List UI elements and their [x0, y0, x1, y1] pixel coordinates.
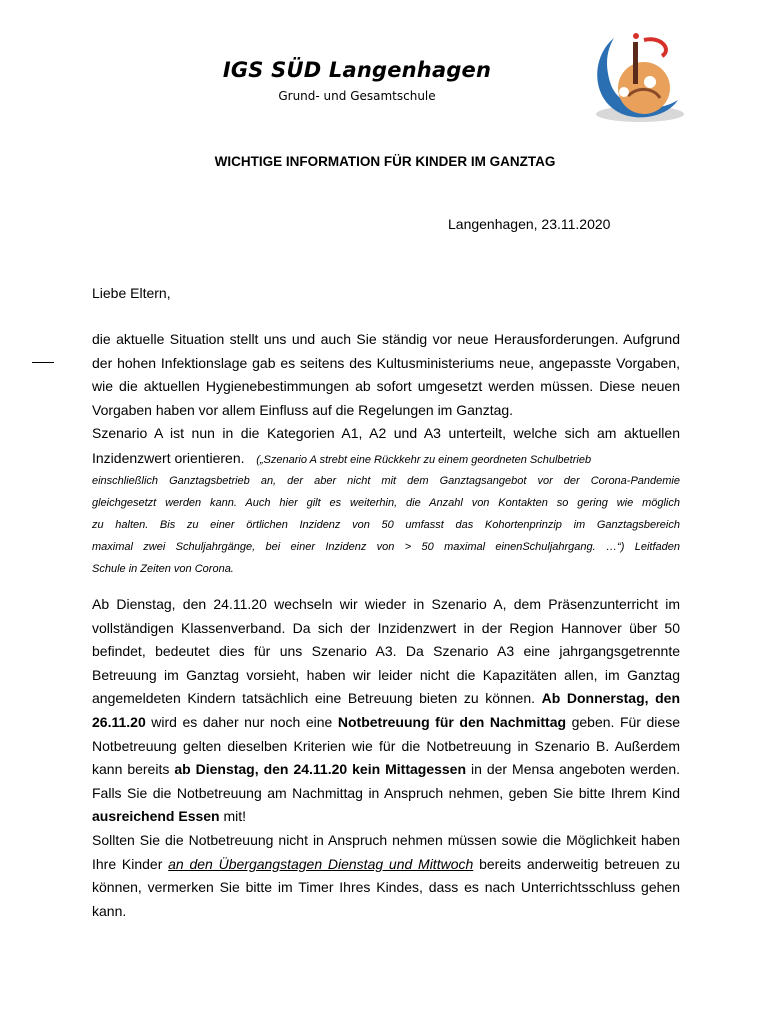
text-segment: Ihre Kinder: [92, 855, 163, 872]
quote-line: zu halten. Bis zu einer örtlichen Inzidenz von 50 umfasst das Kohortenprinzip im Ganztagsbereich: [92, 518, 680, 531]
letter-date: Langenhagen, 23.11.2020: [448, 216, 611, 232]
text-line: [92, 446, 680, 470]
text-line: befindet, bedeutet dies für uns Szenario A3. Da Szenario A3 eine jahrgangsgetrennte: [92, 643, 680, 660]
bold-segment: 26.11.20: [92, 713, 146, 730]
text-line: Betreuung im Ganztag vorsieht, haben wir leider nicht die Kapazitäten allen, im Ganztag: [92, 666, 680, 683]
quote-line: gleichgesetzt werden kann. Auch hier gilt es weiterhin, die Anzahl von Kontakten so gering wie möglich: [92, 496, 680, 509]
text-line: Sollten Sie die Notbetreuung nicht in Anspruch nehmen müssen sowie die Möglichkeit haben: [92, 831, 680, 848]
text-line: [92, 711, 680, 735]
text-segment: kann bereits: [92, 761, 170, 778]
text-line: [92, 805, 680, 829]
text-segment: mit!: [223, 808, 247, 825]
quote-line: einschließlich Ganztagsbetrieb an, der aber nicht mit dem Ganztagsangebot vor der Corona-Pandemie: [92, 474, 680, 487]
school-type: Grund- und Gesamtschule: [278, 89, 436, 103]
text-segment: geben. Für diese: [571, 713, 680, 730]
text-line: Ab Dienstag, den 24.11.20 wechseln wir wieder in Szenario A, dem Präsenzunterricht im: [92, 596, 680, 612]
margin-mark: [32, 362, 54, 363]
text-line: Falls Sie die Notbetreuung am Nachmittag in Anspruch nehmen, geben Sie bitte Ihrem Kind: [92, 784, 680, 801]
text-segment: Inzidenzwert orientieren.: [92, 449, 245, 466]
text-line: Szenario A ist nun in die Kategorien A1, A2 und A3 unterteilt, welche sich am aktuellen: [92, 425, 680, 442]
text-segment: wird es daher nur noch eine: [151, 713, 333, 730]
text-segment: angemeldeten Kindern tatsächlich eine Betreuung bieten zu können.: [92, 690, 536, 707]
underlined-segment: an den Übergangstagen Dienstag und Mittwoch: [168, 855, 474, 872]
page-title: WICHTIGE INFORMATION FÜR KINDER IM GANZTAG: [214, 154, 556, 169]
text-line: [92, 853, 680, 877]
text-line: Vorgaben haben vor allem Einfluss auf die Regelungen im Ganztag.: [92, 401, 514, 418]
bold-segment: Ab Donnerstag, den: [541, 690, 680, 707]
paragraph-1: [92, 328, 680, 580]
text-line: können, vermerken Sie bitte im Timer Ihres Kindes, dass es nach Unterrichtsschluss gehen: [92, 879, 680, 896]
text-line: wie die aktuellen Hygienebestimmungen ab sofort umgesetzt werden müssen. Diese neuen: [92, 378, 680, 395]
text-line: Notbetreuung gelten dieselben Kriterien wie für die Notbetreuung in Szenario B. Außerdem: [92, 737, 680, 754]
text-line: [92, 687, 680, 711]
school-logo-icon: [584, 26, 690, 126]
paragraph-2: [92, 593, 680, 923]
quote-start: („Szenario A strebt eine Rückkehr zu einem geordneten Schulbetrieb: [256, 453, 592, 466]
text-line: die aktuelle Situation stellt uns und auch Sie ständig vor neue Herausforderungen. Aufgrund: [92, 331, 680, 347]
greeting: Liebe Eltern,: [92, 285, 171, 301]
text-line: der hohen Infektionslage gab es seitens des Kultusministeriums neue, angepasste Vorgaben,: [92, 354, 680, 371]
quote-line: Schule in Zeiten von Corona.: [92, 562, 234, 575]
text-line: kann.: [92, 902, 127, 919]
text-segment: in der Mensa angeboten werden.: [471, 761, 680, 778]
text-segment: bereits anderweitig betreuen zu: [479, 855, 681, 872]
text-line: [92, 758, 680, 782]
school-name: IGS SÜD Langenhagen: [222, 58, 492, 82]
quote-line: maximal zwei Schuljahrgänge, bei einer Inzidenz von > 50 maximal einenSchuljahrgang. …“) Leitfaden: [92, 540, 680, 553]
bold-segment: ausreichend Essen: [92, 808, 220, 825]
bold-segment: Notbetreuung für den Nachmittag: [337, 713, 567, 730]
text-line: vollständigen Klassenverband. Da sich der Inzidenzwert in der Region Hannover über 50: [92, 619, 680, 636]
bold-segment: ab Dienstag, den 24.11.20 kein Mittagessen: [174, 761, 467, 778]
